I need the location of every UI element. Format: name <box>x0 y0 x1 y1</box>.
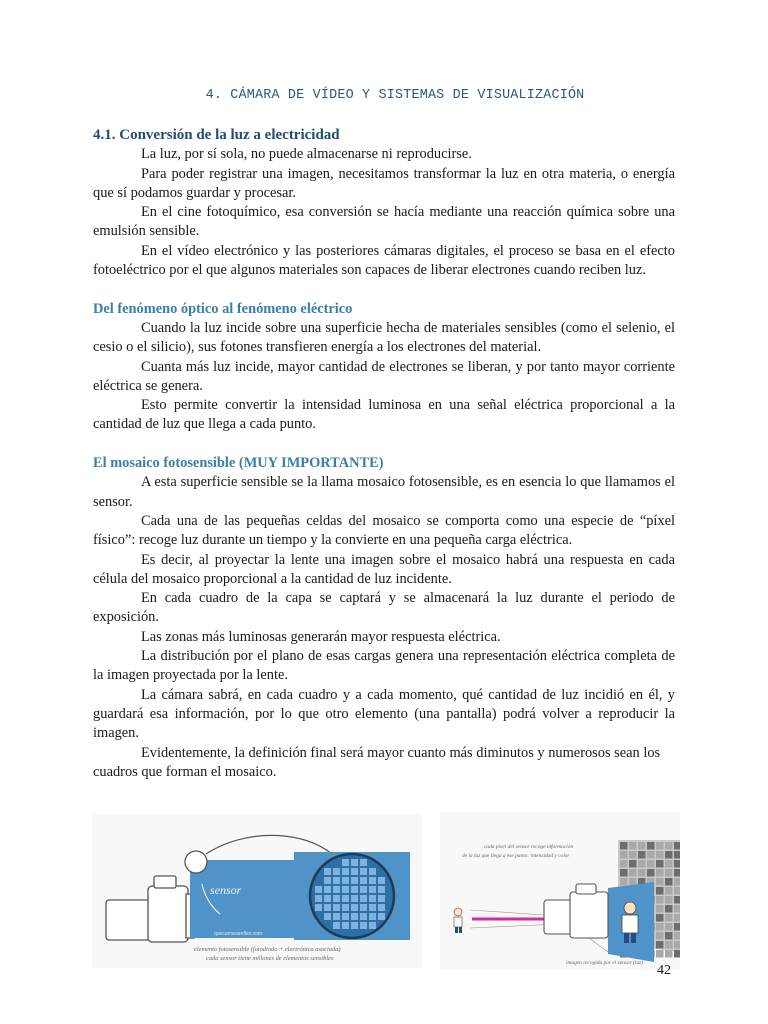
sensor-pixel <box>674 950 680 958</box>
sensor-pixel <box>620 869 628 877</box>
sensor-pixel <box>665 869 673 877</box>
sensor-pixel <box>665 923 673 931</box>
paragraph: Es decir, al proyectar la lente una imagen sobre el mosaico habrá una respuesta en cada célula del mosaico proporcional a la cantidad de luz incidente. <box>93 551 675 587</box>
pixel-cell <box>324 877 331 884</box>
pixel-cell <box>324 895 331 902</box>
pixel-cell <box>351 922 358 929</box>
pixel-cell <box>369 895 376 902</box>
sensor-pixel <box>665 842 673 850</box>
pixel-cell <box>333 895 340 902</box>
sensor-pixel <box>665 887 673 895</box>
pixel-cell <box>315 904 322 911</box>
pixel-cell <box>360 922 367 929</box>
paragraph: En cada cuadro de la capa se captará y se almacenará la luz durante el periodo de exposición. <box>93 590 675 626</box>
sensor-pixel <box>629 860 637 868</box>
pixel-cell <box>324 886 331 893</box>
pixel-cell <box>342 859 349 866</box>
pixel-cell <box>342 922 349 929</box>
sensor-pixel <box>665 896 673 904</box>
pixel-cell <box>351 868 358 875</box>
pixel-cell <box>369 913 376 920</box>
page-number: 42 <box>657 963 671 978</box>
sensor-pixel <box>674 932 680 940</box>
pixel-cell <box>342 904 349 911</box>
figure1-caption-line1: elemento fotosensible (fotodiodo + electrónica asociada) <box>194 946 341 953</box>
sensor-pixel <box>620 851 628 859</box>
paragraph: Para poder registrar una imagen, necesitamos transformar la luz en otra materia, o energía que sí podamos guardar y procesar. <box>93 165 675 201</box>
pixel-cell <box>342 913 349 920</box>
pixel-cell <box>342 895 349 902</box>
paragraph: Cada una de las pequeñas celdas del mosaico se comporta como una especie de “píxel físico”: recoge luz durante un tiempo y la convierte en una pequeña carga eléctrica. <box>93 512 675 549</box>
pixel-cell <box>351 895 358 902</box>
sensor-pixel <box>665 914 673 922</box>
pixel-cell <box>360 913 367 920</box>
sensor-pixel <box>674 896 680 904</box>
paragraph: La distribución por el plano de esas cargas genera una representación eléctrica completa de la imagen proyectada por la lente. <box>93 648 675 684</box>
pixel-cell <box>333 877 340 884</box>
sensor-pixel <box>629 878 637 886</box>
sensor-pixel <box>656 932 664 940</box>
paragraph: Cuanta más luz incide, mayor cantidad de electrones se liberan, y por tanto mayor corriente eléctrica se genera. <box>93 358 675 394</box>
pixel-cell <box>333 868 340 875</box>
pixel-cell <box>324 868 331 875</box>
sensor-pixel <box>638 860 646 868</box>
sensor-pixel <box>674 842 680 850</box>
paragraph: La luz, por sí sola, no puede almacenarse ni reproducirse. <box>141 146 472 163</box>
paragraph: A esta superficie sensible se la llama mosaico fotosensible, es en esencia lo que llamamos el sensor. <box>93 474 675 510</box>
paragraph: Esto permite convertir la intensidad luminosa en una señal eléctrica proporcional a la cantidad de luz que llega a cada punto. <box>93 397 675 433</box>
sensor-pixel <box>638 851 646 859</box>
sensor-pixel <box>647 842 655 850</box>
sensor-pixel <box>656 905 664 913</box>
subsection-title: Del fenómeno óptico al fenómeno eléctrico <box>93 300 353 317</box>
sensor-pixel <box>665 878 673 886</box>
subsection-title: El mosaico fotosensible (MUY IMPORTANTE) <box>93 455 384 472</box>
sensor-pixel <box>674 851 680 859</box>
document-body <box>93 126 675 782</box>
sensor-pixel <box>629 842 637 850</box>
sensor-pixel <box>656 914 664 922</box>
paragraph: Las zonas más luminosas generarán mayor respuesta eléctrica. <box>141 628 501 645</box>
sensor-pixel <box>674 860 680 868</box>
pixel-cell <box>360 877 367 884</box>
sensor-pixel <box>620 842 628 850</box>
sensor-pixel <box>665 941 673 949</box>
pixel-cell <box>378 895 385 902</box>
pixel-cell <box>324 913 331 920</box>
magnifier-circle-icon <box>185 851 207 873</box>
sensor-pixel <box>665 905 673 913</box>
pixel-cell <box>351 859 358 866</box>
sensor-pixel <box>656 842 664 850</box>
pixel-cell <box>324 904 331 911</box>
sensor-pixel <box>629 851 637 859</box>
sensor-pixel <box>656 869 664 877</box>
pixel-cell <box>333 886 340 893</box>
sensor-pixel <box>665 860 673 868</box>
pixel-cell <box>342 877 349 884</box>
pixel-cell <box>369 904 376 911</box>
pixel-cell <box>360 895 367 902</box>
sensor-pixel <box>674 941 680 949</box>
sensor-pixel <box>656 878 664 886</box>
pixel-cell <box>333 922 340 929</box>
sensor-pixel <box>674 869 680 877</box>
pixel-cell <box>378 913 385 920</box>
section-title: 4.1. Conversión de la luz a electricidad <box>93 127 340 143</box>
pixel-cell <box>315 886 322 893</box>
sensor-pixel <box>665 851 673 859</box>
pixel-cell <box>315 895 322 902</box>
sensor-pixel <box>665 950 673 958</box>
pixel-cell <box>378 904 385 911</box>
pixel-cell <box>378 886 385 893</box>
paragraph: Evidentemente, la definición final será mayor cuanto más diminutos y numerosos sean los cuadros que forman el mosaico. <box>93 744 661 780</box>
sensor-pixel <box>674 878 680 886</box>
pixel-cell <box>369 886 376 893</box>
camera-icon <box>544 884 608 938</box>
pixel-cell <box>333 913 340 920</box>
sensor-pixel <box>674 905 680 913</box>
pixel-cell <box>342 886 349 893</box>
figure2-caption-top2: de la luz que llega a ese punto: intensidad y color <box>462 853 570 859</box>
sensor-pixel <box>656 896 664 904</box>
figure2-caption-bottom: imagen recogida por el sensor (luz) <box>566 960 643 966</box>
figure-projection-diagram <box>440 812 680 970</box>
sensor-pixel <box>647 851 655 859</box>
pixel-cell <box>360 886 367 893</box>
sensor-pixel <box>638 869 646 877</box>
pixel-cell <box>369 877 376 884</box>
chapter-title: 4. CÁMARA DE VÍDEO Y SISTEMAS DE VISUALIZACIÓN <box>205 88 585 103</box>
sensor-plane <box>190 860 300 938</box>
pixel-cell <box>351 877 358 884</box>
sensor-pixel <box>656 851 664 859</box>
sensor-pixel <box>656 860 664 868</box>
sensor-pixel <box>674 923 680 931</box>
pixel-cell <box>378 877 385 884</box>
figure-sensor-diagram <box>92 814 422 968</box>
camera-icon <box>106 876 194 942</box>
sensor-label: sensor <box>210 883 242 897</box>
pixel-cell <box>360 868 367 875</box>
sensor-pixel <box>620 860 628 868</box>
pixel-cell <box>369 868 376 875</box>
sensor-pixel <box>647 860 655 868</box>
paragraph: La cámara sabrá, en cada cuadro y a cada momento, qué cantidad de luz incidió en él, y guardará esa información, por lo que otro elemento (una pantalla) podrá volver a reproducir la imagen. <box>93 686 675 742</box>
sensor-pixel <box>638 842 646 850</box>
paragraph: Cuando la luz incide sobre una superficie hecha de materiales sensibles (como el selenio, el cesio o el silicio), sus fotones transfieren energía a los electrones del material. <box>93 319 675 356</box>
sensor-pixel <box>656 941 664 949</box>
pixel-cell <box>351 913 358 920</box>
paragraph: En el cine fotoquímico, esa conversión se hacía mediante una reacción química sobre una emulsión sensible. <box>93 204 675 240</box>
sensor-pixel <box>656 950 664 958</box>
pixel-cell <box>351 904 358 911</box>
figure1-caption-line2: cada sensor tiene millones de elementos sensibles <box>206 955 334 962</box>
sensor-pixel <box>656 923 664 931</box>
paragraph: En el vídeo electrónico y las posteriores cámaras digitales, el proceso se basa en el efecto fotoeléctrico por el que algunos materiales son capaces de liberar electrones cuando reciben luz. <box>93 242 675 279</box>
figure2-caption-top1: cada píxel del sensor recoge información <box>484 844 574 850</box>
sensor-pixel <box>656 887 664 895</box>
subject-person-icon <box>454 908 462 933</box>
pixel-cell <box>360 904 367 911</box>
sensor-pixel <box>647 869 655 877</box>
pixel-cell <box>369 922 376 929</box>
figures-row <box>92 812 678 972</box>
sensor-pixel <box>674 914 680 922</box>
sensor-pixel <box>674 887 680 895</box>
sensor-pixel <box>665 932 673 940</box>
pixel-cell <box>360 859 367 866</box>
pixel-cell <box>351 886 358 893</box>
projection-diagram-illustration <box>440 812 680 970</box>
pixel-cell <box>342 868 349 875</box>
sensor-diagram-illustration <box>92 814 422 968</box>
sensor-pixel <box>620 878 628 886</box>
watermark-text: quecamarareflex.com <box>214 931 263 937</box>
sensor-pixel <box>629 869 637 877</box>
pixel-cell <box>333 904 340 911</box>
